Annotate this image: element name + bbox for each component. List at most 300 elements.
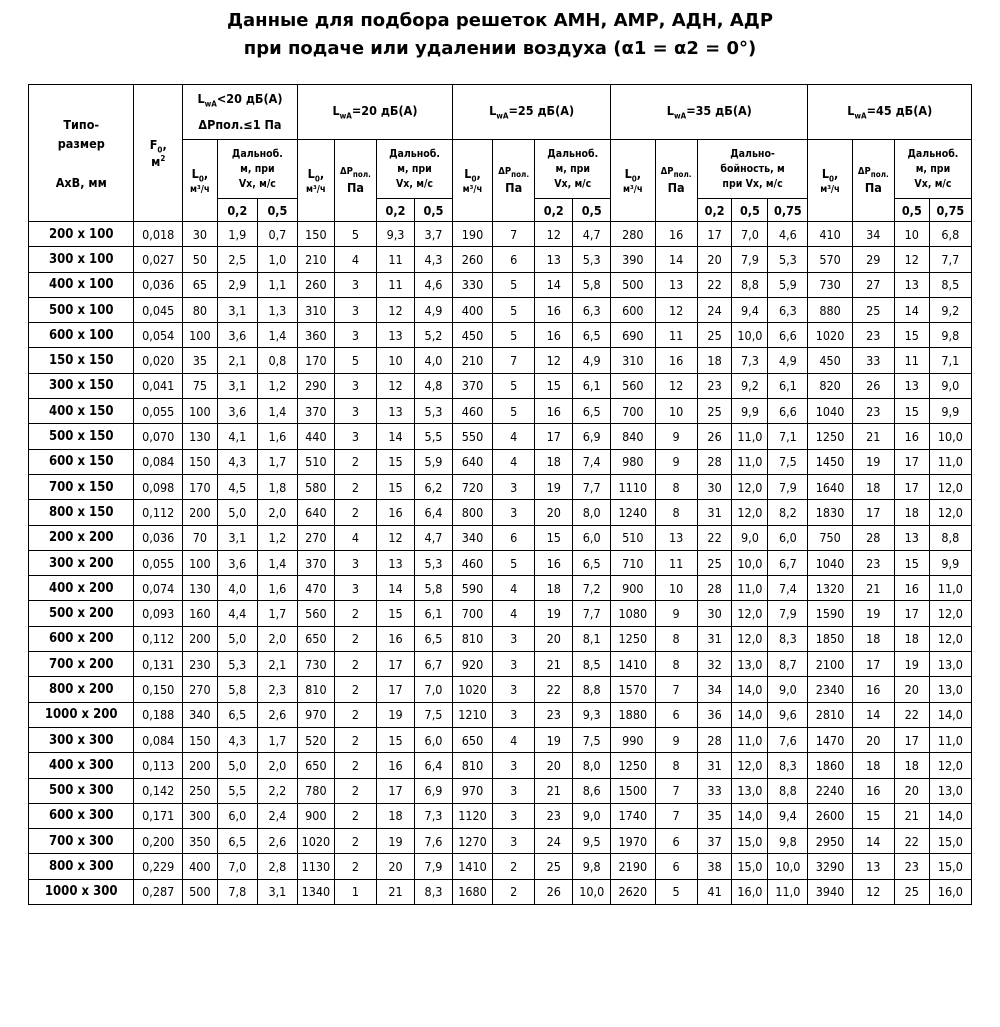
value-cell: 13	[655, 525, 697, 550]
value-cell: 31	[697, 626, 732, 651]
value-cell: 21	[535, 778, 573, 803]
value-cell: 9,8	[768, 829, 808, 854]
value-cell: 100	[182, 323, 217, 348]
value-cell: 16	[852, 677, 894, 702]
value-cell: 34	[697, 677, 732, 702]
value-cell: 1020	[808, 323, 852, 348]
table-row	[29, 576, 972, 601]
size-cell: 600 x 200	[29, 626, 134, 651]
value-cell: 24	[535, 829, 573, 854]
value-cell: 14,0	[732, 677, 768, 702]
value-cell: 5,0	[217, 500, 257, 525]
value-cell: 10,0	[929, 424, 971, 449]
size-cell: 200 x 100	[29, 222, 134, 247]
value-cell: 8,3	[415, 879, 453, 904]
value-cell: 22	[697, 525, 732, 550]
value-cell: 130	[182, 576, 217, 601]
table-row	[29, 854, 972, 879]
value-cell: 810	[452, 753, 492, 778]
value-cell: 1590	[808, 601, 852, 626]
value-cell: 1250	[611, 753, 655, 778]
value-cell: 0,020	[134, 348, 183, 373]
value-cell: 3	[493, 778, 535, 803]
value-cell: 0,084	[134, 727, 183, 752]
value-cell: 9,0	[732, 525, 768, 550]
value-cell: 2,4	[257, 803, 297, 828]
value-cell: 11,0	[732, 576, 768, 601]
value-cell: 12	[655, 297, 697, 322]
value-cell: 6	[655, 854, 697, 879]
header-v02-g3: 0,2	[535, 199, 573, 222]
value-cell: 15	[894, 550, 929, 575]
value-cell: 2	[334, 677, 376, 702]
value-cell: 7,0	[732, 222, 768, 247]
value-cell: 2,0	[257, 753, 297, 778]
value-cell: 200	[182, 500, 217, 525]
value-cell: 260	[297, 272, 334, 297]
value-cell: 12	[655, 373, 697, 398]
table-row	[29, 449, 972, 474]
value-cell: 7,9	[768, 601, 808, 626]
value-cell: 2,6	[257, 829, 297, 854]
value-cell: 7	[655, 677, 697, 702]
value-cell: 310	[297, 297, 334, 322]
header-v02-g4: 0,2	[697, 199, 732, 222]
table-row	[29, 753, 972, 778]
header-dp-g2: $\Delta P_{пол.}$ Па	[334, 140, 376, 222]
size-cell: 400 x 150	[29, 399, 134, 424]
size-cell: 800 x 200	[29, 677, 134, 702]
value-cell: 4,9	[415, 297, 453, 322]
value-cell: 6,7	[415, 652, 453, 677]
value-cell: 3,6	[217, 550, 257, 575]
value-cell: 31	[697, 500, 732, 525]
value-cell: 560	[611, 373, 655, 398]
value-cell: 33	[697, 778, 732, 803]
value-cell: 3	[493, 803, 535, 828]
value-cell: 22	[697, 272, 732, 297]
value-cell: 10	[377, 348, 415, 373]
value-cell: 26	[535, 879, 573, 904]
value-cell: 2,3	[257, 677, 297, 702]
value-cell: 2950	[808, 829, 852, 854]
value-cell: 7,9	[732, 247, 768, 272]
value-cell: 570	[808, 247, 852, 272]
value-cell: 8,7	[768, 652, 808, 677]
value-cell: 920	[452, 652, 492, 677]
value-cell: 1210	[452, 702, 492, 727]
value-cell: 19	[535, 474, 573, 499]
value-cell: 2,9	[217, 272, 257, 297]
value-cell: 41	[697, 879, 732, 904]
value-cell: 2	[334, 474, 376, 499]
value-cell: 2240	[808, 778, 852, 803]
value-cell: 4,8	[415, 373, 453, 398]
value-cell: 4	[493, 727, 535, 752]
header-v05-g3: 0,5	[573, 199, 611, 222]
value-cell: 5,3	[415, 550, 453, 575]
value-cell: 3290	[808, 854, 852, 879]
value-cell: 13	[535, 247, 573, 272]
value-cell: 1410	[611, 652, 655, 677]
value-cell: 70	[182, 525, 217, 550]
value-cell: 3	[493, 702, 535, 727]
value-cell: 11,0	[929, 727, 971, 752]
value-cell: 0,070	[134, 424, 183, 449]
value-cell: 7,7	[929, 247, 971, 272]
value-cell: 9,3	[573, 702, 611, 727]
value-cell: 25	[852, 297, 894, 322]
value-cell: 350	[182, 829, 217, 854]
value-cell: 1240	[611, 500, 655, 525]
value-cell: 8,8	[929, 525, 971, 550]
value-cell: 9	[655, 449, 697, 474]
value-cell: 30	[697, 601, 732, 626]
value-cell: 2810	[808, 702, 852, 727]
value-cell: 3	[334, 297, 376, 322]
table-row	[29, 652, 972, 677]
value-cell: 1120	[452, 803, 492, 828]
value-cell: 710	[611, 550, 655, 575]
header-v075-g5: 0,75	[929, 199, 971, 222]
value-cell: 5,8	[217, 677, 257, 702]
value-cell: 4,3	[217, 449, 257, 474]
value-cell: 16,0	[732, 879, 768, 904]
value-cell: 14,0	[732, 702, 768, 727]
value-cell: 17	[697, 222, 732, 247]
value-cell: 2	[334, 702, 376, 727]
size-cell: 400 x 100	[29, 272, 134, 297]
value-cell: 9,3	[377, 222, 415, 247]
header-throw-g4: Дально- бойность, м при Vx, м/с	[697, 140, 808, 199]
size-cell: 500 x 200	[29, 601, 134, 626]
value-cell: 1860	[808, 753, 852, 778]
value-cell: 1,1	[257, 272, 297, 297]
value-cell: 2	[334, 500, 376, 525]
value-cell: 6,5	[217, 829, 257, 854]
value-cell: 23	[894, 854, 929, 879]
value-cell: 35	[697, 803, 732, 828]
value-cell: 8,0	[573, 753, 611, 778]
value-cell: 7,4	[768, 576, 808, 601]
value-cell: 12,0	[929, 500, 971, 525]
value-cell: 2	[493, 854, 535, 879]
value-cell: 9,4	[732, 297, 768, 322]
value-cell: 1740	[611, 803, 655, 828]
size-cell: 1000 x 300	[29, 879, 134, 904]
value-cell: 970	[452, 778, 492, 803]
size-cell: 300 x 100	[29, 247, 134, 272]
value-cell: 12,0	[732, 601, 768, 626]
value-cell: 4	[493, 601, 535, 626]
value-cell: 2100	[808, 652, 852, 677]
value-cell: 11,0	[929, 576, 971, 601]
value-cell: 10,0	[768, 854, 808, 879]
value-cell: 8	[655, 626, 697, 651]
value-cell: 5	[655, 879, 697, 904]
value-cell: 8,1	[573, 626, 611, 651]
value-cell: 11,0	[929, 449, 971, 474]
value-cell: 16	[535, 323, 573, 348]
value-cell: 12	[894, 247, 929, 272]
value-cell: 310	[611, 348, 655, 373]
value-cell: 4,0	[415, 348, 453, 373]
value-cell: 1040	[808, 399, 852, 424]
value-cell: 8	[655, 474, 697, 499]
value-cell: 19	[852, 449, 894, 474]
header-v02-g1: 0,2	[217, 199, 257, 222]
value-cell: 12	[535, 348, 573, 373]
value-cell: 6	[493, 525, 535, 550]
value-cell: 1250	[611, 626, 655, 651]
value-cell: 50	[182, 247, 217, 272]
value-cell: 810	[452, 626, 492, 651]
value-cell: 75	[182, 373, 217, 398]
value-cell: 190	[452, 222, 492, 247]
value-cell: 17	[852, 652, 894, 677]
value-cell: 3	[334, 424, 376, 449]
value-cell: 11	[655, 550, 697, 575]
value-cell: 5,3	[573, 247, 611, 272]
value-cell: 0,055	[134, 550, 183, 575]
value-cell: 510	[297, 449, 334, 474]
value-cell: 1320	[808, 576, 852, 601]
header-group-below-20: $L_{wA}<20$ дБ(А) ΔPпол.≤1 Па	[182, 85, 297, 140]
table-row	[29, 550, 972, 575]
value-cell: 13,0	[732, 778, 768, 803]
value-cell: 16	[535, 399, 573, 424]
value-cell: 12	[377, 297, 415, 322]
value-cell: 23	[852, 323, 894, 348]
value-cell: 5	[493, 373, 535, 398]
value-cell: 19	[377, 702, 415, 727]
value-cell: 29	[852, 247, 894, 272]
value-cell: 0,041	[134, 373, 183, 398]
value-cell: 10,0	[732, 550, 768, 575]
size-cell: 400 x 200	[29, 576, 134, 601]
value-cell: 14,0	[732, 803, 768, 828]
value-cell: 14	[535, 272, 573, 297]
value-cell: 30	[697, 474, 732, 499]
value-cell: 1830	[808, 500, 852, 525]
value-cell: 18	[852, 626, 894, 651]
value-cell: 19	[852, 601, 894, 626]
table-row	[29, 247, 972, 272]
size-cell: 500 x 150	[29, 424, 134, 449]
value-cell: 6,8	[929, 222, 971, 247]
size-cell: 800 x 300	[29, 854, 134, 879]
value-cell: 25	[697, 399, 732, 424]
value-cell: 200	[182, 753, 217, 778]
value-cell: 13	[655, 272, 697, 297]
table-row	[29, 601, 972, 626]
value-cell: 7,1	[929, 348, 971, 373]
size-cell: 200 x 200	[29, 525, 134, 550]
value-cell: 150	[182, 449, 217, 474]
value-cell: 360	[297, 323, 334, 348]
value-cell: 9	[655, 601, 697, 626]
value-cell: 12,0	[732, 474, 768, 499]
value-cell: 6,0	[573, 525, 611, 550]
value-cell: 3	[493, 829, 535, 854]
value-cell: 750	[808, 525, 852, 550]
value-cell: 450	[808, 348, 852, 373]
value-cell: 1080	[611, 601, 655, 626]
value-cell: 6	[493, 247, 535, 272]
value-cell: 9,0	[573, 803, 611, 828]
value-cell: 4,6	[768, 222, 808, 247]
value-cell: 1640	[808, 474, 852, 499]
value-cell: 5,0	[217, 626, 257, 651]
value-cell: 7,7	[573, 601, 611, 626]
value-cell: 5	[334, 222, 376, 247]
value-cell: 11,0	[732, 424, 768, 449]
value-cell: 16	[655, 222, 697, 247]
header-flow-g4: $L_0$, м³/ч	[611, 140, 655, 222]
value-cell: 250	[182, 778, 217, 803]
value-cell: 4	[493, 424, 535, 449]
value-cell: 17	[535, 424, 573, 449]
value-cell: 2,2	[257, 778, 297, 803]
value-cell: 900	[611, 576, 655, 601]
value-cell: 8	[655, 500, 697, 525]
value-cell: 8,6	[573, 778, 611, 803]
value-cell: 11	[377, 247, 415, 272]
value-cell: 11,0	[732, 727, 768, 752]
value-cell: 5,9	[415, 449, 453, 474]
value-cell: 18	[697, 348, 732, 373]
value-cell: 230	[182, 652, 217, 677]
value-cell: 1270	[452, 829, 492, 854]
value-cell: 3,1	[217, 297, 257, 322]
value-cell: 2	[493, 879, 535, 904]
value-cell: 15	[377, 449, 415, 474]
value-cell: 2,0	[257, 626, 297, 651]
value-cell: 9,6	[768, 702, 808, 727]
value-cell: 9,9	[732, 399, 768, 424]
table-row	[29, 474, 972, 499]
value-cell: 7,6	[768, 727, 808, 752]
value-cell: 6,0	[768, 525, 808, 550]
header-dp-g5: $\Delta P_{пол.}$ Па	[852, 140, 894, 222]
value-cell: 14,0	[929, 702, 971, 727]
value-cell: 12,0	[929, 753, 971, 778]
size-cell: 300 x 300	[29, 727, 134, 752]
value-cell: 7,7	[573, 474, 611, 499]
value-cell: 3,6	[217, 323, 257, 348]
value-cell: 20	[894, 778, 929, 803]
value-cell: 210	[452, 348, 492, 373]
value-cell: 12,0	[732, 500, 768, 525]
value-cell: 13	[894, 272, 929, 297]
table-row	[29, 399, 972, 424]
value-cell: 780	[297, 778, 334, 803]
value-cell: 3	[334, 550, 376, 575]
value-cell: 6,3	[573, 297, 611, 322]
value-cell: 11	[377, 272, 415, 297]
value-cell: 10	[894, 222, 929, 247]
value-cell: 32	[697, 652, 732, 677]
value-cell: 0,229	[134, 854, 183, 879]
value-cell: 0,027	[134, 247, 183, 272]
value-cell: 6,5	[573, 550, 611, 575]
value-cell: 14	[852, 702, 894, 727]
value-cell: 4,9	[768, 348, 808, 373]
table-row	[29, 323, 972, 348]
table-row	[29, 297, 972, 322]
value-cell: 6,1	[415, 601, 453, 626]
value-cell: 65	[182, 272, 217, 297]
value-cell: 17	[894, 601, 929, 626]
value-cell: 13	[894, 373, 929, 398]
value-cell: 8,8	[573, 677, 611, 702]
size-cell: 700 x 150	[29, 474, 134, 499]
value-cell: 9,9	[929, 399, 971, 424]
value-cell: 6,0	[415, 727, 453, 752]
value-cell: 1,7	[257, 601, 297, 626]
value-cell: 6,5	[217, 702, 257, 727]
value-cell: 3	[334, 373, 376, 398]
value-cell: 330	[452, 272, 492, 297]
value-cell: 640	[452, 449, 492, 474]
value-cell: 21	[535, 652, 573, 677]
value-cell: 1850	[808, 626, 852, 651]
value-cell: 5	[334, 348, 376, 373]
value-cell: 340	[452, 525, 492, 550]
value-cell: 4,9	[573, 348, 611, 373]
value-cell: 1	[334, 879, 376, 904]
value-cell: 12,0	[929, 626, 971, 651]
value-cell: 21	[852, 576, 894, 601]
value-cell: 19	[535, 727, 573, 752]
value-cell: 16	[894, 424, 929, 449]
value-cell: 0,150	[134, 677, 183, 702]
value-cell: 17	[377, 652, 415, 677]
value-cell: 18	[852, 753, 894, 778]
value-cell: 1,7	[257, 449, 297, 474]
value-cell: 17	[852, 500, 894, 525]
value-cell: 9,0	[929, 373, 971, 398]
value-cell: 4,6	[415, 272, 453, 297]
header-size: Типо- размер AxB, мм	[29, 85, 134, 222]
value-cell: 18	[852, 474, 894, 499]
size-cell: 400 x 300	[29, 753, 134, 778]
size-cell: 700 x 300	[29, 829, 134, 854]
value-cell: 5,3	[217, 652, 257, 677]
value-cell: 17	[894, 449, 929, 474]
size-cell: 300 x 200	[29, 550, 134, 575]
value-cell: 7,0	[415, 677, 453, 702]
table-row	[29, 272, 972, 297]
value-cell: 730	[297, 652, 334, 677]
value-cell: 6,6	[768, 399, 808, 424]
value-cell: 5,3	[415, 399, 453, 424]
value-cell: 7,1	[768, 424, 808, 449]
value-cell: 15,0	[929, 829, 971, 854]
value-cell: 370	[297, 550, 334, 575]
table-row	[29, 525, 972, 550]
value-cell: 25	[697, 323, 732, 348]
value-cell: 10,0	[732, 323, 768, 348]
value-cell: 3	[493, 500, 535, 525]
value-cell: 20	[894, 677, 929, 702]
value-cell: 15	[377, 474, 415, 499]
table-row	[29, 373, 972, 398]
title-line-1: Данные для подбора решеток АМН, АМР, АДН, АДР	[226, 10, 774, 31]
value-cell: 18	[535, 576, 573, 601]
value-cell: 13	[377, 399, 415, 424]
value-cell: 400	[182, 854, 217, 879]
